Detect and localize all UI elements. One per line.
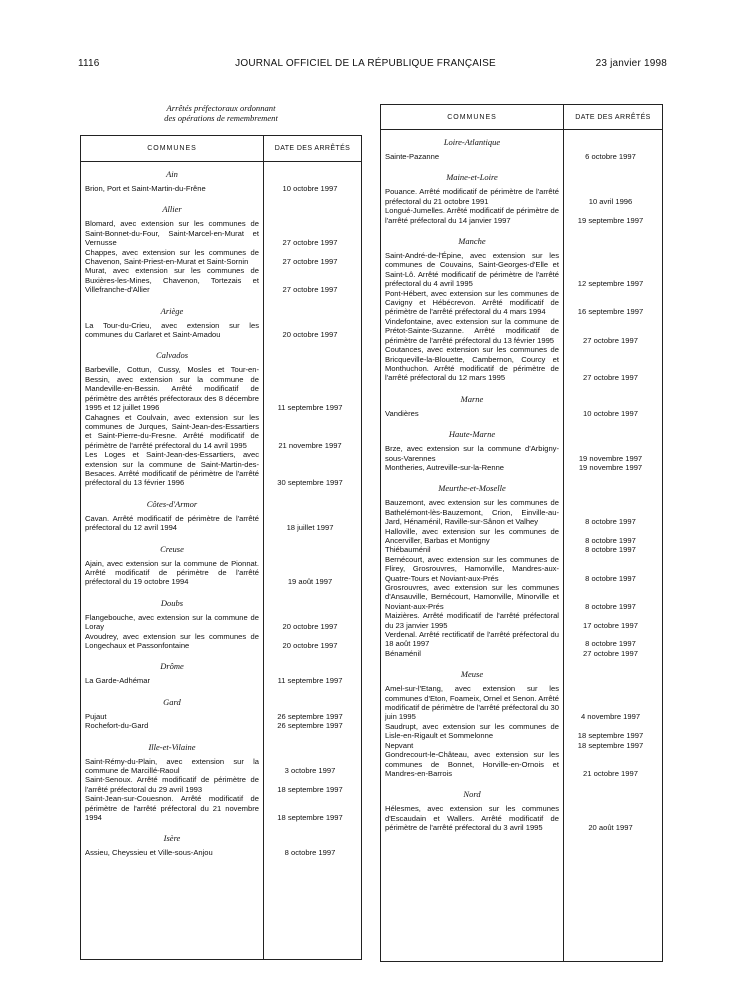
table-caption — [80, 103, 362, 123]
decree-date: 8 octobre 1997 — [585, 573, 636, 583]
decree-date: 10 octobre 1997 — [583, 408, 638, 418]
decree-date: 3 octobre 1997 — [284, 766, 336, 776]
department-heading: Calvados — [155, 350, 189, 361]
department-heading: Gard — [163, 696, 181, 707]
commune-row — [381, 317, 662, 345]
commune-name: Blomard, avec extension sur les communes de Saint-Bonnet-du-Four, Saint-Marcel-en-Murat et Vernusse — [85, 219, 259, 248]
commune-name: Hélesmes, avec extension sur les communes d'Escaudain et Wallers. Arrêté modificatif de périmètre de l'arrêté préfectoral du 3 avril 1995 — [385, 804, 559, 833]
commune-row — [81, 712, 361, 721]
decree-date: 16 septembre 1997 — [577, 307, 644, 317]
decree-date: 21 octobre 1997 — [583, 768, 638, 778]
commune-row — [81, 184, 361, 193]
commune-row — [381, 545, 662, 554]
commune-name: Vindefontaine, avec extension sur la commune de Prétot-Sainte-Suzanne. Arrêté modificatif de périmètre de l'arrêté préfectoral du 13 février 1995 — [385, 316, 559, 345]
commune-name: Assieu, Cheyssieu et Ville-sous-Anjou — [85, 848, 213, 858]
commune-row — [381, 444, 662, 463]
commune-name: Pujaut — [85, 711, 107, 721]
commune-name: Rochefort-du-Gard — [85, 721, 149, 731]
decree-date: 26 septembre 1997 — [277, 711, 343, 721]
decree-date: 11 septembre 1997 — [277, 403, 343, 413]
commune-row — [81, 559, 361, 587]
department-heading: Ain — [166, 169, 178, 179]
commune-name: Gondrecourt-le-Château, avec extension sur les communes de Bonnet, Horville-en-Ornois et Mandres-en-Barrois — [385, 750, 559, 778]
commune-name: Maizières. Arrêté modificatif de l'arrêté préfectoral du 23 janvier 1995 — [385, 611, 559, 630]
commune-name: Montheries, Autreville-sur-la-Renne — [385, 462, 505, 472]
commune-name: Flangebouche, avec extension sur la commune de Loray — [85, 612, 259, 632]
commune-row — [81, 365, 361, 412]
commune-name: Bénaménil — [385, 648, 421, 658]
department-heading: Nord — [463, 789, 481, 800]
commune-row — [381, 289, 662, 317]
commune-name: Chappes, avec extension sur les communes de Chavenon, Saint-Priest-en-Murat et Saint-Sornin — [85, 247, 259, 267]
decree-date: 4 novembre 1997 — [580, 712, 641, 722]
decree-date: 19 août 1997 — [287, 577, 333, 587]
commune-name: Halloville, avec extension sur les communes de Ancerviller, Barbas et Montigny — [385, 526, 559, 545]
commune-row — [381, 345, 662, 383]
commune-name: Pont-Hébert, avec extension sur les communes de Cavigny et Hébécrevon. Arrêté modificatif de périmètre de l'arrêté préfectoral du 4 mars 1994 — [385, 288, 559, 317]
decree-date: 11 septembre 1997 — [277, 676, 343, 686]
table-header — [81, 136, 361, 162]
commune-name: Brze, avec extension sur la commune d'Arbigny-sous-Varennes — [385, 444, 559, 463]
decree-date: 18 juillet 1997 — [286, 523, 334, 533]
department-heading: Maine-et-Loire — [446, 172, 498, 183]
decree-date: 20 octobre 1997 — [282, 330, 338, 340]
department-heading: Doubs — [160, 597, 184, 608]
decree-date: 10 avril 1996 — [588, 196, 633, 206]
commune-row — [381, 527, 662, 546]
department-heading: Ariège — [160, 305, 184, 316]
commune-name: Murat, avec extension sur les communes de Buxières-les-Mines, Chavenon, Tortezais et Villefranche-d'Allier — [85, 266, 259, 295]
commune-row — [381, 555, 662, 583]
commune-name: Les Loges et Saint-Jean-des-Essartiers, avec extension sur la commune de Saint-Martin-des-Besaces. Arrêté modificatif de périmètre de l'arrêté préfectoral du 13 février 1996 — [85, 450, 259, 488]
department-heading: Isère — [163, 833, 181, 844]
commune-name: Bauzemont, avec extension sur les communes de Bathelémont-lès-Bauzemont, Crion, Einville-au-Jard, Hénaménil, Raville-sur-Sânon et Valhey — [385, 498, 559, 527]
commune-row — [81, 794, 361, 822]
header-communes: COMMUNES — [147, 145, 197, 152]
commune-row — [81, 321, 361, 340]
commune-name: Longué-Jumelles. Arrêté modificatif de périmètre de l'arrêté préfectoral du 14 janvier 1997 — [385, 206, 559, 225]
commune-name: Saint-André-de-l'Épine, avec extension sur les communes de Couvains, Saint-Georges-d'Elle et Saint-Lô. Arrêté modificatif de périmètre de l'arrêté préfectoral du 4 avril 1995 — [385, 251, 559, 289]
commune-row — [381, 409, 662, 418]
department-heading: Meuse — [460, 669, 484, 680]
department-heading: Marne — [460, 393, 484, 404]
decree-date: 8 octobre 1997 — [585, 639, 636, 649]
commune-row — [381, 804, 662, 832]
decree-date: 19 novembre 1997 — [578, 462, 643, 472]
decree-date: 19 septembre 1997 — [577, 215, 644, 225]
commune-row — [81, 848, 361, 857]
department-heading: Haute-Marne — [448, 429, 496, 440]
decree-date: 27 octobre 1997 — [583, 373, 638, 383]
commune-name: Verdenal. Arrêté rectificatif de l'arrêté préfectoral du 18 août 1997 — [385, 630, 559, 649]
commune-name: Avoudrey, avec extension sur les communes de Longechaux et Passonfontaine — [85, 631, 259, 650]
right-table — [380, 104, 663, 962]
header-date: DATE DES ARRÊTÉS — [274, 145, 351, 152]
left-table-body — [81, 162, 361, 959]
commune-name: Saint-Rémy-du-Plain, avec extension sur la commune de Marcillé-Raoul — [85, 756, 259, 776]
commune-name: La Garde-Adhémar — [85, 676, 151, 686]
department-heading: Manche — [458, 236, 486, 247]
decree-date: 18 septembre 1997 — [577, 740, 644, 750]
commune-name: Pouance. Arrêté modificatif de périmètre de l'arrêté préfectoral du 21 octobre 1991 — [385, 187, 559, 206]
commune-row — [81, 413, 361, 451]
commune-name: Brion, Port et Saint-Martin-du-Frêne — [85, 184, 206, 193]
decree-date: 27 octobre 1997 — [282, 238, 338, 248]
decree-date: 26 septembre 1997 — [277, 721, 343, 731]
issue-date: 23 janvier 1998 — [595, 58, 667, 69]
commune-row — [81, 632, 361, 651]
decree-date: 27 octobre 1997 — [583, 648, 638, 658]
commune-row — [81, 757, 361, 776]
commune-row — [81, 514, 361, 533]
right-table-body — [381, 130, 662, 961]
commune-row — [81, 266, 361, 294]
caption-line-2: des opérations de remembrement — [164, 113, 278, 123]
decree-date: 6 octobre 1997 — [585, 152, 636, 161]
commune-name: Saint-Senoux. Arrêté modificatif de périmètre de l'arrêté préfectoral du 29 avril 1993 — [85, 775, 259, 794]
department-heading: Allier — [162, 204, 182, 215]
decree-date: 27 octobre 1997 — [583, 335, 638, 345]
page-number: 1116 — [78, 58, 100, 69]
department-heading: Creuse — [160, 543, 184, 554]
decree-date: 8 octobre 1997 — [585, 545, 636, 555]
decree-date: 18 septembre 1997 — [277, 784, 343, 794]
decree-date: 27 octobre 1997 — [282, 257, 338, 267]
commune-row — [81, 248, 361, 267]
decree-date: 30 septembre 1997 — [277, 478, 343, 488]
table-header — [381, 105, 662, 130]
commune-row — [81, 450, 361, 488]
header-communes: COMMUNES — [447, 113, 497, 121]
decree-date: 21 novembre 1997 — [278, 440, 342, 450]
decree-date: 18 septembre 1997 — [577, 731, 644, 741]
commune-row — [81, 613, 361, 632]
journal-title: JOURNAL OFFICIEL DE LA RÉPUBLIQUE FRANÇAISE — [235, 58, 496, 69]
commune-name: Amel-sur-l'Etang, avec extension sur les communes d'Eton, Foameix, Ornel et Senon. Arrêté modificatif de périmètre de l'arrêté préfectoral du 30 juin 1995 — [385, 684, 559, 722]
commune-name: Ajain, avec extension sur la commune de Pionnat. Arrêté modificatif de périmètre de l'arrêté préfectoral du 19 octobre 1994 — [85, 558, 259, 587]
commune-row — [81, 676, 361, 685]
department-heading: Meurthe-et-Moselle — [438, 483, 506, 494]
commune-name: Nepvant — [385, 740, 414, 750]
commune-name: Thiébauménil — [385, 545, 431, 555]
commune-row — [381, 498, 662, 526]
decree-date: 19 novembre 1997 — [578, 453, 643, 463]
commune-row — [381, 152, 662, 161]
commune-name: Barbeville, Cottun, Cussy, Mosles et Tour-en-Bessin, avec extension sur la commune de Mandeville-en-Bessin. Arrêté modificatif de périmètre des arrêtés préfectoraux des 8 décembre 1995 et 12 juillet 1996 — [85, 365, 259, 413]
commune-name: Sainte-Pazanne — [385, 152, 440, 161]
decree-date: 20 août 1997 — [588, 823, 633, 833]
decree-date: 8 octobre 1997 — [284, 848, 336, 858]
commune-row — [381, 187, 662, 206]
decree-date: 18 septembre 1997 — [277, 813, 343, 823]
commune-name: Grosrouvres, avec extension sur les communes d'Ansauville, Bernécourt, Hamonville, Minorville et Noviant-aux-Prés — [385, 583, 559, 611]
decree-date: 8 octobre 1997 — [585, 601, 636, 611]
commune-row — [381, 722, 662, 741]
department-heading: Drôme — [160, 661, 184, 672]
department-heading: Loire-Atlantique — [443, 137, 501, 147]
commune-row — [381, 463, 662, 472]
commune-row — [381, 611, 662, 630]
commune-row — [381, 750, 662, 778]
commune-row — [381, 583, 662, 611]
commune-row — [381, 741, 662, 750]
department-heading: Ille-et-Vilaine — [148, 741, 196, 752]
left-table — [80, 135, 362, 960]
decree-date: 8 octobre 1997 — [585, 535, 636, 545]
header-date: DATE DES ARRÊTÉS — [575, 113, 651, 121]
commune-name: Saudrupt, avec extension sur les communes de Lisle-en-Rigault et Sommelonne — [385, 721, 559, 741]
commune-row — [381, 630, 662, 649]
commune-name: Coutances, avec extension sur les communes de Bricqueville-la-Blouette, Cambernon, Courcy et Monthuchon. Arrêté modificatif de périmètre de l'arrêté préfectoral du 12 mars 1995 — [385, 345, 559, 383]
commune-row — [81, 219, 361, 247]
commune-row — [81, 721, 361, 730]
decree-date: 12 septembre 1997 — [577, 279, 644, 289]
commune-row — [381, 684, 662, 722]
commune-row — [381, 251, 662, 289]
commune-name: Vandières — [385, 408, 419, 418]
decree-date: 10 octobre 1997 — [282, 184, 338, 193]
commune-name: Cavan. Arrêté modificatif de périmètre de l'arrêté préfectoral du 12 avril 1994 — [85, 513, 259, 533]
decree-date: 20 octobre 1997 — [282, 622, 338, 632]
commune-row — [381, 206, 662, 225]
commune-row — [381, 649, 662, 658]
department-heading: Côtes-d'Armor — [146, 498, 198, 509]
decree-date: 27 octobre 1997 — [282, 285, 338, 295]
decree-date: 20 octobre 1997 — [282, 641, 338, 650]
commune-name: Bernécourt, avec extension sur les communes de Flirey, Grosrouvres, Hamonville, Mandres-aux-Quatre-Tours et Noviant-aux-Prés — [385, 554, 559, 583]
commune-name: Saint-Jean-sur-Couesnon. Arrêté modificatif de périmètre de l'arrêté préfectoral du 21 novembre 1994 — [85, 794, 259, 823]
commune-name: La Tour-du-Crieu, avec extension sur les communes du Carlaret et Saint-Amadou — [85, 320, 259, 340]
commune-name: Cahagnes et Coulvain, avec extension sur les communes de Jurques, Saint-Jean-des-Essartiers et Saint-Pierre-du-Fresne. Arrêté modificatif de périmètre de l'arrêté préfectoral du 14 avril 1995 — [85, 412, 259, 450]
decree-date: 17 octobre 1997 — [583, 620, 638, 630]
caption-line-1: Arrêtés préfectoraux ordonnant — [166, 103, 276, 113]
decree-date: 8 octobre 1997 — [585, 517, 636, 527]
commune-row — [81, 775, 361, 794]
